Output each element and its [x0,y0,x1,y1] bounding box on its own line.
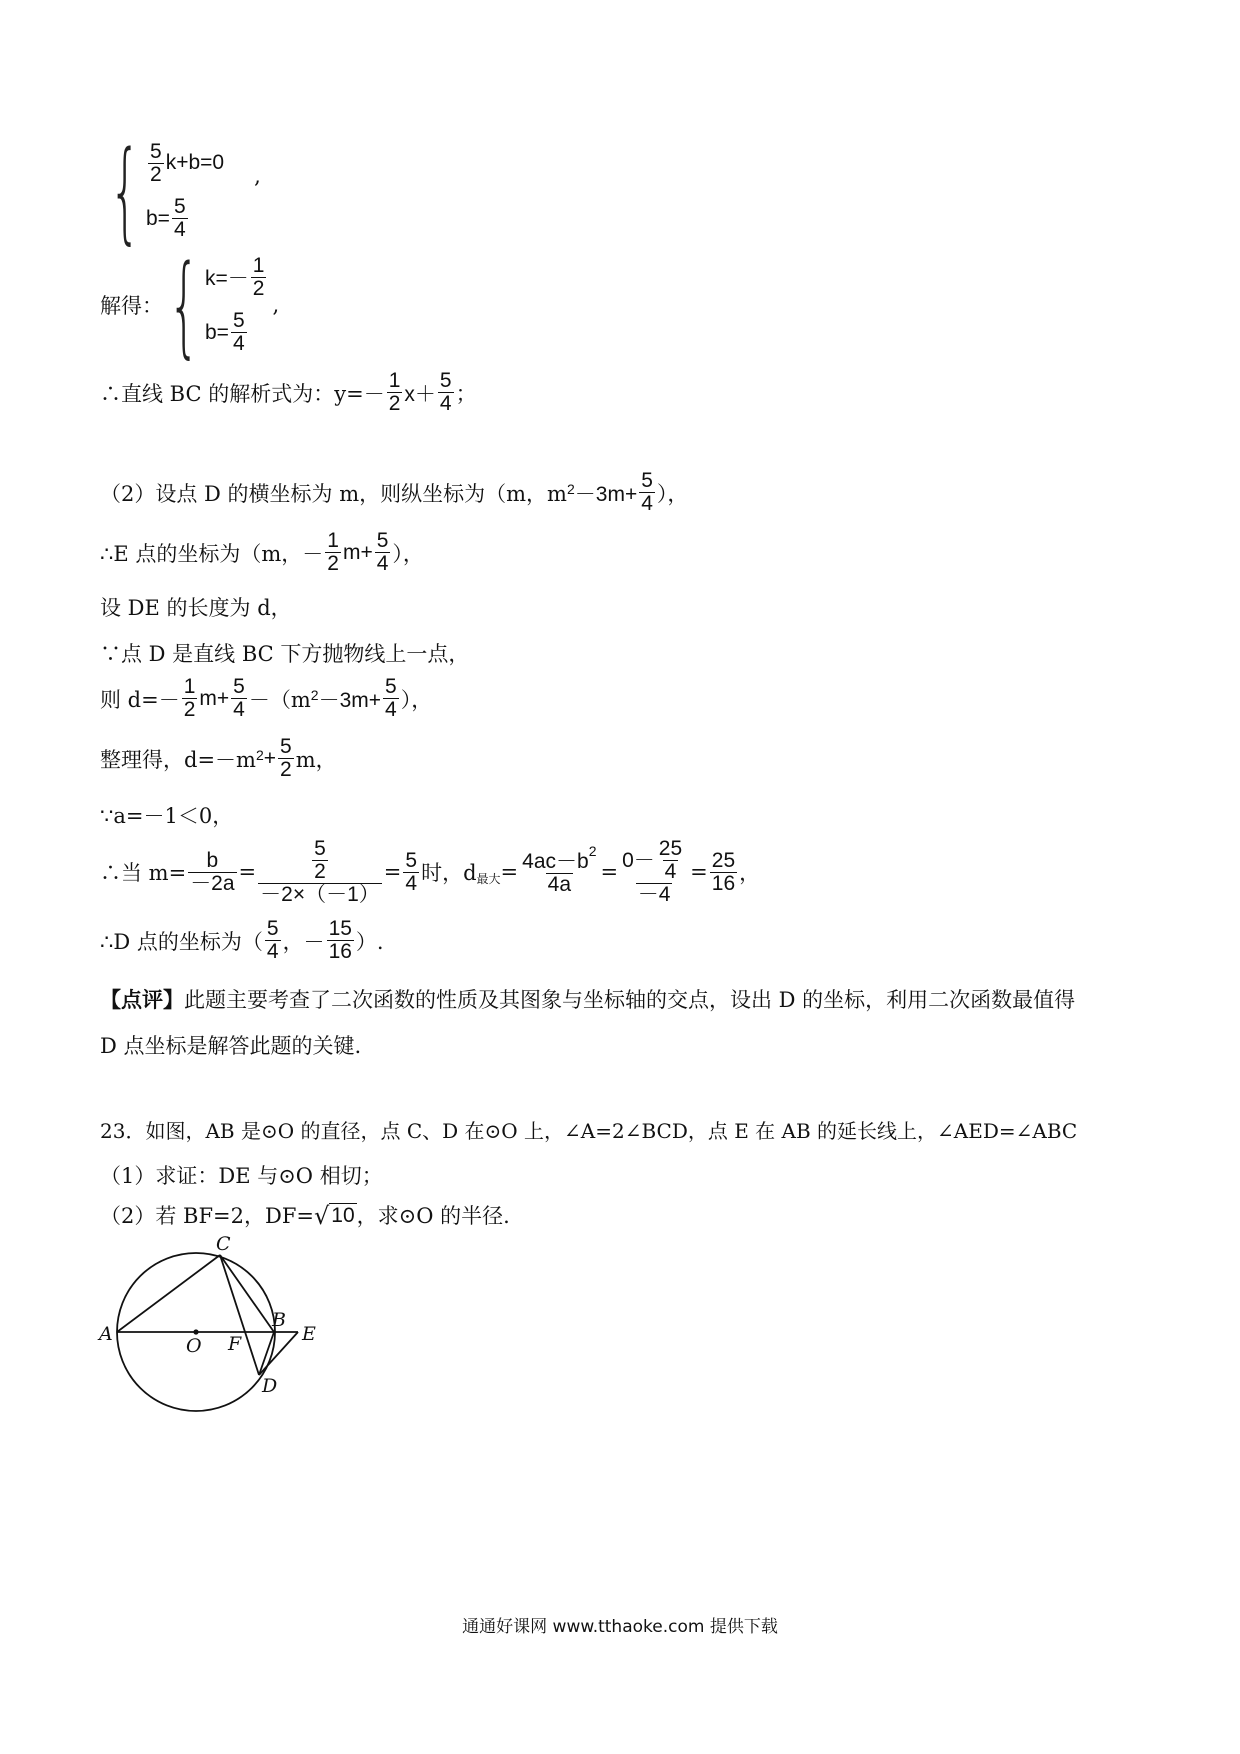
label-a: A [99,1323,113,1345]
fraction: $\frac{5}{4}$ [385,675,397,722]
text: D 点坐标是解答此题的关键. [100,1034,362,1058]
text: ； [455,381,477,406]
text: ∵点 D 是直线 BC 下方抛物线上一点， [100,642,470,666]
fraction: $\frac{5}{2}$ [150,139,162,186]
center-point-o [193,1329,198,1334]
text: ）， [400,687,433,712]
fraction: $\frac{b}{-2a}$ [190,848,235,895]
text: ）， [392,541,424,566]
text: （2）设点 D 的横坐标为 m，则纵坐标为（m，m [100,481,567,506]
fraction: $\frac{5}{2}$ [314,837,326,884]
left-brace: { [109,127,141,255]
text: ∴直线 BC 的解析式为：y=－ [100,381,385,406]
label-c: C [216,1233,231,1255]
text: （2）若 BF=2，DF= [100,1204,314,1228]
fraction: $\frac{25}{16}$ [711,848,736,895]
text: ， [739,861,761,886]
segment-de [259,1332,298,1375]
simplify-line [100,736,337,781]
superscript: 2 [566,480,575,497]
part2-line [100,470,688,515]
fraction: $\frac{4ac-b^2}{4a}$ [522,843,597,897]
fraction: $\frac{5}{4}$ [233,675,245,722]
fraction: $\frac{5}{4}$ [439,369,452,416]
text: + [263,746,277,770]
fraction: $\frac{25}{4}$ [658,837,683,884]
system-row-1 [146,141,224,186]
fraction: $\frac{5}{4}$ [405,848,418,895]
set-de-line [100,592,292,622]
segment-ac [117,1255,220,1332]
fraction: $\frac{1}{2}$ [388,369,401,416]
label-o: O [186,1335,202,1357]
fraction: $\frac{1}{2}$ [252,253,265,300]
line-bc-equation [100,370,477,415]
label-b: B [272,1309,286,1331]
text: ∴D 点的坐标为（ [100,929,263,954]
text: 则 d=－ [100,687,180,712]
text: 23．如图，AB 是⊙O 的直径，点 C、D 在⊙O 上，∠A=2∠BCD，点 E 在 AB 的延长线上，∠AED=∠ABC [100,1119,1078,1143]
d-expression-line [100,676,432,721]
text: 整理得，d=－m [100,747,256,772]
fraction: $\frac{1}{2}$ [327,529,339,576]
square-root: √ 10 [314,1201,355,1230]
equation-text: k+b=0 [165,151,225,175]
compound-fraction: $\frac{\frac{5}{2}}{-2\times(-1)}$ [260,837,380,907]
comment-label: 【点评】 [100,987,184,1012]
comment-line-1 [100,984,1075,1014]
fraction: $\frac{15}{16}$ [328,917,352,964]
geometry-figure [96,1232,336,1412]
label-f: F [228,1333,242,1355]
text: ）. [355,929,384,954]
maximum-line [100,838,760,906]
fraction: $\frac{5}{4}$ [641,469,653,516]
numerator [308,838,332,883]
numerator: 0－ $\frac{25}{4}$ [622,837,683,884]
fraction: $\frac{5}{4}$ [266,917,279,964]
system-equations-2 [163,241,280,369]
superscript: 2 [310,686,319,703]
punctuation: , [254,164,261,188]
text: ）， [656,481,689,506]
system-rows [146,141,224,241]
fraction: $\frac{5}{4}$ [232,309,245,356]
equation-text: b= [205,320,229,344]
point-d-line [100,918,384,963]
punctuation: , [272,293,280,317]
because-line-1 [100,638,469,668]
system-equations-1 [104,127,261,255]
left-brace: { [168,241,200,369]
system-row-2 [205,310,268,355]
label-d: D [262,1375,278,1397]
text: 设 DE 的长度为 d， [100,596,292,620]
text: = [238,860,257,885]
fraction: $\frac{5}{4}$ [376,529,389,576]
text: －3m+ [318,688,382,712]
text: m， [295,747,337,772]
solution-system [100,241,280,369]
question-23-part2 [100,1200,510,1230]
text: = [383,860,402,885]
system-row-1 [205,255,268,300]
page-footer: 通通好课网 www.tthaoke.com 提供下载 [462,1617,778,1637]
point-e-line [100,530,424,575]
superscript: 2 [255,746,264,763]
text: = [690,860,708,885]
fraction: $\frac{5}{2}$ [280,735,292,782]
fraction: $\frac{1}{2}$ [183,675,196,722]
text: ∵a=－1＜0， [100,804,234,828]
label-e: E [302,1323,316,1345]
comment-line-2 [100,1030,361,1060]
text: 时，d [421,861,477,886]
numerator: $4ac-b^2$ [522,843,597,874]
text: x＋ [404,382,436,406]
text: ∴E 点的坐标为（m，－ [100,541,324,566]
text: 此题主要考查了二次函数的性质及其图象与坐标轴的交点，设出 D 的坐标，利用二次函数最值得 [184,988,1076,1012]
system-rows [205,255,268,355]
question-23-stem [100,1115,1077,1144]
fraction: $\frac{5}{4}$ [173,195,186,242]
segment-cd [220,1255,259,1375]
compound-fraction: 0－ $\frac{25}{4}$ －4 [620,838,688,906]
text: （1）求证：DE 与⊙O 相切； [100,1164,383,1188]
question-23-part1 [100,1160,383,1190]
subscript: 最大 [476,871,501,886]
text: m+ [342,540,373,564]
radical-sign: √ [314,1201,330,1230]
equation-text: b= [146,206,170,230]
text: ，－ [282,929,325,954]
text: ∴当 m= [100,861,187,886]
text: = [500,860,519,885]
system-row-2 [146,196,224,241]
text: m+ [199,686,230,710]
text: －3m+ [574,482,638,506]
text: = [600,860,619,885]
text: ，求⊙O 的半径. [356,1204,510,1228]
because-line-2 [100,800,233,830]
text: －（m [248,687,311,712]
equation-text: k=－ [205,267,249,291]
solve-label: 解得： [100,294,163,318]
